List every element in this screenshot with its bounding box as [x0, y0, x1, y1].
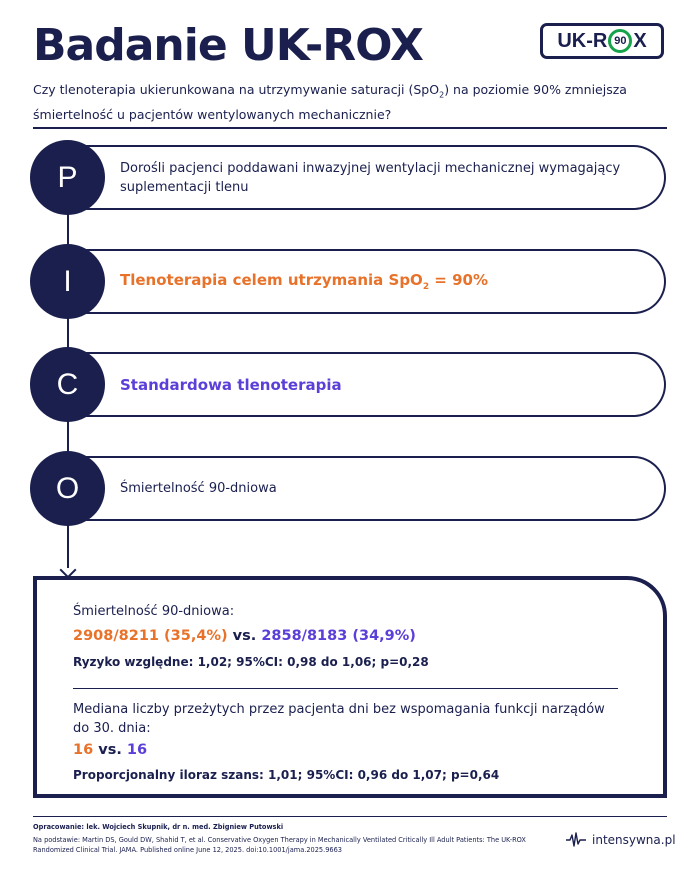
footer-credits	[33, 822, 553, 856]
logo-text-start: UK-R	[557, 29, 608, 52]
study-question	[33, 80, 643, 124]
organ-support-label: Mediana liczby przeżytych przez pacjenta dni bez wspomagania funkcji narządów do 30. dnia:	[73, 702, 605, 736]
mortality-label: Śmiertelność 90-dniowa:	[73, 604, 235, 619]
logo-badge-90: 90	[608, 29, 632, 53]
pico-i-sub: 2	[422, 282, 430, 292]
pico-o-text: Śmiertelność 90-dniowa	[120, 481, 277, 496]
organ-support-vs: vs.	[93, 742, 127, 758]
organ-support-intervention-value: 16	[73, 742, 94, 758]
question-post: ) na poziomie 90% zmniejsza śmiertelność u pacjentów wentylowanych mechanicznie?	[33, 82, 627, 122]
footer-source: Na podstawie: Martin DS, Gould DW, Shahid T, et al. Conservative Oxygen Therapy in Mechanically Ventilated Critically Ill Adult Patients: The UK-ROX Randomized Clinical Trial. JAMA. Published online June 12, 2025. doi:10.1001/jama.2025.9663	[33, 835, 526, 854]
pico-row-p	[68, 145, 666, 210]
pico-row-i	[68, 249, 666, 314]
pico-row-c	[68, 352, 666, 417]
logo-text-end: X	[633, 29, 647, 52]
results-divider	[73, 688, 618, 689]
pico-o-circle: O	[30, 451, 105, 526]
pico-i-text	[120, 271, 488, 292]
page-title: Badanie UK-ROX	[33, 20, 423, 71]
footer-divider	[33, 816, 667, 817]
mortality-vs: vs.	[227, 628, 262, 644]
uk-rox-logo	[540, 23, 664, 59]
heartbeat-wave-icon	[565, 831, 587, 849]
header-divider	[33, 127, 667, 129]
mortality-values	[73, 628, 416, 644]
brand[interactable]	[565, 831, 676, 849]
pico-i-pre: Tlenoterapia celem utrzymania SpO	[120, 271, 423, 289]
pico-p-circle: P	[30, 140, 105, 215]
pico-i-circle: I	[30, 244, 105, 319]
mortality-intervention-value: 2908/8211 (35,4%)	[73, 628, 228, 644]
pico-c-circle: C	[30, 347, 105, 422]
footer-authors: Opracowanie: lek. Wojciech Skupnik, dr n. med. Zbigniew Putowski	[33, 823, 284, 831]
pico-c-text: Standardowa tlenoterapia	[120, 375, 342, 394]
mortality-control-value: 2858/8183 (34,9%)	[261, 628, 416, 644]
results-box	[33, 576, 667, 798]
question-pre: Czy tlenoterapia ukierunkowana na utrzymywanie saturacji (SpO	[33, 82, 440, 97]
organ-support-control-value: 16	[126, 742, 148, 758]
mortality-stat: Ryzyko względne: 1,02; 95%CI: 0,98 do 1,06; p=0,28	[73, 655, 429, 669]
pico-row-o	[68, 456, 666, 521]
organ-support-values	[73, 742, 147, 758]
pico-i-post: = 90%	[429, 271, 488, 289]
brand-name: intensywna.pl	[592, 833, 676, 847]
question-sub: 2	[439, 90, 445, 100]
organ-support-stat: Proporcjonalny iloraz szans: 1,01; 95%CI: 0,96 do 1,07; p=0,64	[73, 768, 500, 782]
pico-p-text: Dorośli pacjenci poddawani inwazyjnej wentylacji mechanicznej wymagający suplementacji tlenu	[120, 160, 621, 195]
